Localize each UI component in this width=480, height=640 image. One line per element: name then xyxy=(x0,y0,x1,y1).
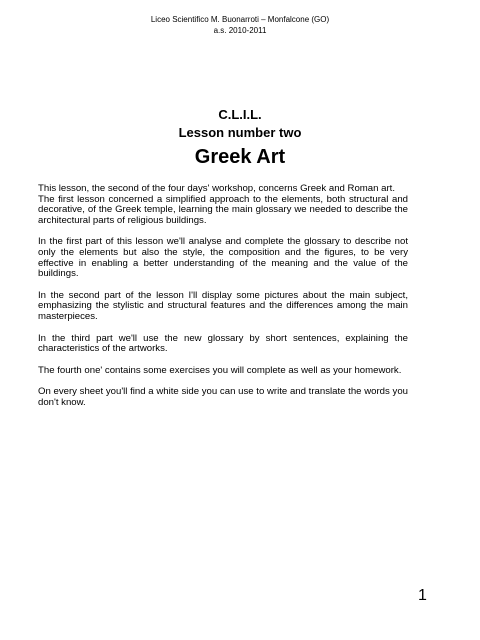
title-block xyxy=(0,106,480,170)
paragraph: In the second part of the lesson I'll display some pictures about the main subject, emphasizing the stylistic and structural features and the differences among the main masterpieces. xyxy=(38,289,408,322)
body-text xyxy=(38,184,408,420)
title-subtitle: Lesson number two xyxy=(178,125,302,140)
paragraph: The fourth one' contains some exercises you will complete as well as your homework. xyxy=(38,364,402,376)
paragraph: The first lesson concerned a simplified approach to the elements, both structural and decorative, of the Greek temple, learning the main glossary we needed to describe the architectural parts of religious buildings. xyxy=(38,193,408,226)
header-school-year: a.s. 2010-2011 xyxy=(213,26,267,35)
page-title: Greek Art xyxy=(194,146,286,168)
paragraph: On every sheet you'll find a white side you can use to write and translate the words you don't know. xyxy=(38,386,408,408)
paragraph: This lesson, the second of the four days' workshop, concerns Greek and Roman art. xyxy=(38,183,395,194)
page-header xyxy=(0,14,480,36)
header-school: Liceo Scientifico M. Buonarroti – Monfalcone (GO) xyxy=(150,15,330,24)
paragraph: In the first part of this lesson we'll analyse and complete the glossary to describe not only the elements but also the style, the composition and the figures, to be very effective in enabling a better understanding of the meaning and the value of the buildings. xyxy=(38,236,408,280)
paragraph: In the third part we'll use the new glossary by short sentences, explaining the characteristics of the artworks. xyxy=(38,332,408,355)
title-acronym: C.L.I.L. xyxy=(218,107,262,122)
page-number: 1 xyxy=(418,587,427,604)
